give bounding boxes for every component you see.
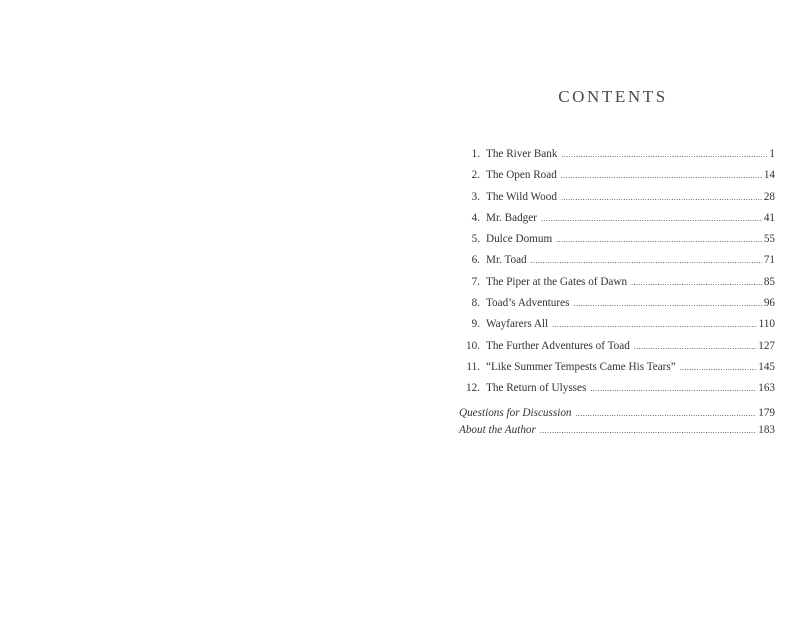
chapter-number: 3. xyxy=(471,190,480,203)
dot-leader xyxy=(531,256,762,265)
chapter-title: Mr. Toad xyxy=(486,254,527,267)
toc-entry-chapter-2 xyxy=(459,169,775,190)
chapter-number: 5. xyxy=(471,233,480,246)
page-number: 183 xyxy=(758,424,775,437)
right-page xyxy=(405,0,810,617)
chapter-title: The Return of Ulysses xyxy=(486,382,587,395)
toc-entry-chapter-9 xyxy=(459,318,775,339)
dot-leader xyxy=(541,214,762,223)
toc-entry-chapter-10 xyxy=(459,340,775,361)
page-number: 96 xyxy=(763,297,775,310)
chapter-number: 7. xyxy=(471,275,480,288)
toc-entry-chapter-7 xyxy=(459,276,775,297)
chapter-title: The River Bank xyxy=(486,148,558,160)
page-number: 41 xyxy=(763,211,775,224)
page-number: 127 xyxy=(758,339,775,352)
page-number: 28 xyxy=(763,190,775,203)
toc-entry-chapter-8 xyxy=(459,297,775,318)
dot-leader xyxy=(573,299,761,308)
dot-leader xyxy=(576,409,757,418)
toc-entry-questions xyxy=(459,407,775,425)
chapter-number: 12. xyxy=(466,382,480,395)
dot-leader xyxy=(561,171,762,180)
page-number: 85 xyxy=(763,275,775,288)
toc-entry-chapter-1 xyxy=(459,148,775,169)
chapter-number: 10. xyxy=(466,339,480,352)
toc-entry-about-author xyxy=(459,424,775,442)
toc-entry-chapter-4 xyxy=(459,212,775,233)
dot-leader xyxy=(552,320,756,329)
chapter-number: 8. xyxy=(471,297,480,310)
dot-leader xyxy=(634,342,756,351)
toc-entry-chapter-6 xyxy=(459,254,775,275)
table-of-contents xyxy=(459,148,775,442)
chapter-title: The Wild Wood xyxy=(486,190,557,203)
page-number: 55 xyxy=(763,233,775,246)
dot-leader xyxy=(680,363,757,372)
page-number: 163 xyxy=(758,382,775,395)
chapter-title: Toad’s Adventures xyxy=(486,297,570,310)
chapter-title: The Piper at the Gates of Dawn xyxy=(486,275,628,288)
back-matter-title: Questions for Discussion xyxy=(459,406,572,419)
back-matter-title: About the Author xyxy=(459,424,536,437)
toc-entry-chapter-12 xyxy=(459,382,775,403)
chapter-title: The Open Road xyxy=(486,169,557,182)
page-number: 71 xyxy=(763,254,775,267)
chapter-title: Mr. Badger xyxy=(486,211,537,224)
contents-heading: CONTENTS xyxy=(558,87,668,106)
toc-entry-chapter-5 xyxy=(459,233,775,254)
dot-leader xyxy=(556,235,762,244)
chapter-number: 4. xyxy=(471,211,480,224)
chapter-number: 1. xyxy=(471,148,480,160)
dot-leader xyxy=(561,193,762,202)
chapter-title: Wayfarers All xyxy=(486,318,549,331)
page-number: 145 xyxy=(758,360,775,373)
page-number: 14 xyxy=(763,169,775,182)
toc-entry-chapter-3 xyxy=(459,191,775,212)
page-number: 179 xyxy=(758,406,775,419)
dot-leader xyxy=(590,384,756,393)
chapter-number: 9. xyxy=(471,318,480,331)
chapter-title: The Further Adventures of Toad xyxy=(486,339,630,352)
chapter-number: 6. xyxy=(471,254,480,267)
chapter-number: 2. xyxy=(471,169,480,182)
page-number: 1 xyxy=(769,148,775,160)
chapter-title: “Like Summer Tempests Came His Tears” xyxy=(486,360,676,373)
page-number: 110 xyxy=(758,318,775,331)
dot-leader xyxy=(540,426,756,435)
dot-leader xyxy=(631,278,762,287)
dot-leader xyxy=(561,150,767,159)
chapter-number: 11. xyxy=(466,360,480,373)
chapter-title: Dulce Domum xyxy=(486,233,553,246)
toc-entry-chapter-11 xyxy=(459,361,775,382)
